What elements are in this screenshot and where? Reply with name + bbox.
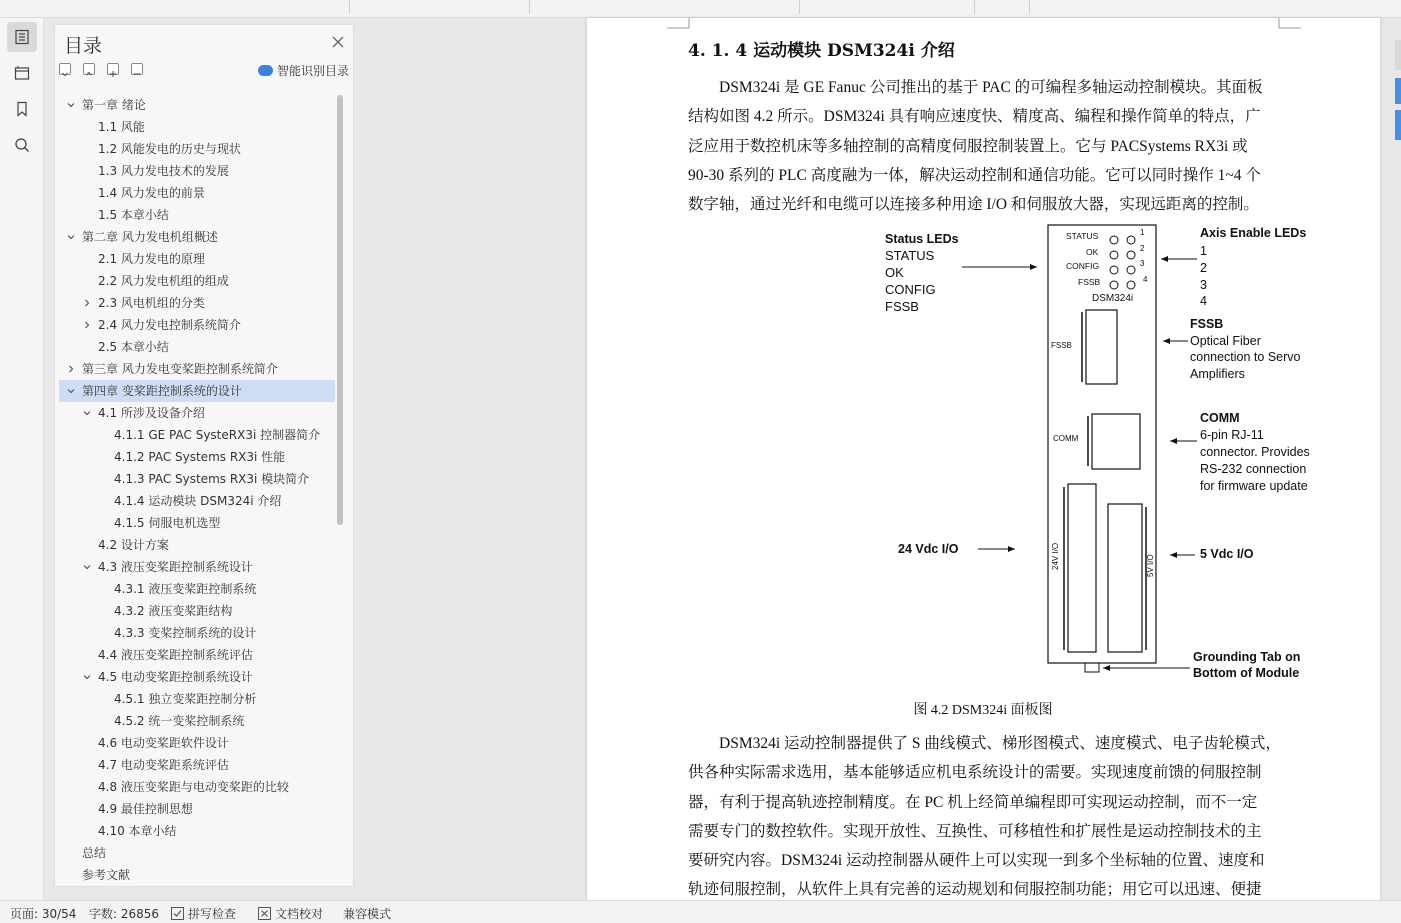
panel-led-label: STATUS — [1066, 231, 1099, 241]
toc-item[interactable] — [59, 666, 335, 688]
paragraph-line: 结构如图 4.2 所示。DSM324i 具有响应速度快、精度高、编程和操作简单的特点，广 — [688, 108, 1261, 126]
toc-item-label: 参考文献 — [82, 868, 131, 882]
toc-item[interactable] — [59, 226, 335, 248]
paragraph-line: 泛应用于数控机床等多轴控制的高精度伺服控制装置上。它与 PACSystems RX3i 或 — [688, 137, 1248, 155]
paragraph-intro — [688, 73, 1278, 219]
compat-mode — [343, 905, 391, 922]
toc-item[interactable] — [59, 732, 335, 754]
chevron-right-icon[interactable] — [67, 365, 75, 373]
axis-led — [1127, 236, 1135, 244]
toc-item[interactable] — [59, 292, 335, 314]
toc-item[interactable] — [59, 358, 335, 380]
panel-led-label: FSSB — [1078, 277, 1101, 287]
toc-item-label: 第二章 风力发电机组概述 — [82, 230, 218, 244]
status-led-name: CONFIG — [885, 282, 936, 297]
toc-scrollbar[interactable] — [337, 95, 343, 525]
spell-check-icon — [171, 907, 184, 920]
toc-item-label: 第三章 风力发电变桨距控制系统简介 — [82, 362, 278, 376]
toc-item[interactable] — [59, 534, 335, 556]
io24-panel-label: 24V I/O — [1051, 542, 1060, 570]
comm-desc-line: connector. Provides — [1200, 445, 1310, 459]
fssb-desc-line: Amplifiers — [1190, 367, 1245, 381]
axis-led — [1127, 266, 1135, 274]
paragraph-line: DSM324i 是 GE Fanuc 公司推出的基于 PAC 的可编程多轴运动控制模块。其面板 — [719, 79, 1263, 96]
toc-list — [59, 94, 335, 886]
toc-item[interactable] — [59, 446, 335, 468]
chevron-up-icon — [84, 69, 94, 79]
chevron-right-icon[interactable] — [83, 321, 91, 329]
paragraph-line: 要研究内容。DSM324i 运动控制器从硬件上可以实现一到多个坐标轴的位置、速度和 — [688, 852, 1265, 870]
toolbar-group — [975, 0, 1030, 14]
toc-panel-button[interactable] — [7, 22, 37, 52]
bookmark-icon — [14, 101, 30, 117]
chevron-right-icon[interactable] — [83, 299, 91, 307]
toc-item-label: 2.1 风力发电的原理 — [98, 252, 205, 266]
toc-item-label: 2.3 风电机组的分类 — [98, 296, 205, 310]
add-heading-button[interactable] — [107, 63, 119, 75]
toc-item-label: 1.2 风能发电的历史与现状 — [98, 142, 241, 156]
toc-item[interactable] — [59, 600, 335, 622]
toc-item[interactable] — [59, 776, 335, 798]
comm-desc-line: 6-pin RJ-11 — [1200, 428, 1264, 442]
toc-item-label: 4.8 液压变桨距与电动变桨距的比较 — [98, 780, 289, 794]
toc-item-label: 4.1.1 GE PAC SysteRX3i 控制器简介 — [114, 428, 321, 442]
axis-number-small: 3 — [1140, 259, 1145, 268]
dsm324i-panel-figure — [747, 222, 1310, 692]
toc-item-label: 2.4 风力发电控制系统简介 — [98, 318, 241, 332]
toc-item[interactable] — [59, 512, 335, 534]
toc-item-label: 4.6 电动变桨距软件设计 — [98, 736, 229, 750]
toc-item-label: 4.4 液压变桨距控制系统评估 — [98, 648, 253, 662]
paragraph-line: 轨迹伺服控制，从软件上具有完善的运动规划和伺服控制功能；用它可以迅速、便捷 — [688, 881, 1262, 899]
toc-item-label: 1.1 风能 — [98, 120, 145, 134]
chevron-down-icon[interactable] — [83, 563, 91, 571]
page-indicator-text: 页面: 30/54 — [10, 907, 77, 921]
status-led — [1110, 281, 1118, 289]
plus-icon — [108, 69, 118, 79]
ai-detect-toc-button[interactable] — [258, 62, 349, 79]
fssb-panel-label: FSSB — [1051, 341, 1072, 350]
right-tool-strip[interactable] — [1395, 40, 1401, 140]
toc-item-label: 1.4 风力发电的前景 — [98, 186, 205, 200]
toc-item[interactable] — [59, 270, 335, 292]
axis-led — [1127, 281, 1135, 289]
axis-led-number: 2 — [1200, 261, 1207, 275]
expand-all-button[interactable] — [83, 63, 95, 75]
chevron-down-icon[interactable] — [83, 673, 91, 681]
comm-desc-line: for firmware update — [1200, 479, 1308, 493]
ai-detect-toc-label: 智能识别目录 — [276, 64, 349, 78]
comm-panel-label: COMM — [1053, 434, 1079, 443]
side-rail — [0, 18, 44, 900]
toc-item[interactable] — [59, 556, 335, 578]
toc-item-label: 总结 — [82, 846, 107, 860]
toc-item-label: 4.3.1 液压变桨距控制系统 — [114, 582, 257, 596]
led-array — [1110, 236, 1135, 289]
toc-item[interactable] — [59, 688, 335, 710]
toc-item-label: 第四章 变桨距控制系统的设计 — [82, 384, 242, 398]
toc-item[interactable] — [59, 182, 335, 204]
document-page — [587, 18, 1380, 900]
toc-item-label: 4.1 所涉及设备介绍 — [98, 406, 205, 420]
toc-item-label: 4.5 电动变桨距控制系统设计 — [98, 670, 253, 684]
fssb-desc-line: connection to Servo — [1190, 350, 1301, 364]
toc-item-label: 4.1.3 PAC Systems RX3i 模块简介 — [114, 472, 310, 486]
corner-mark — [1277, 18, 1301, 28]
io24-connector — [1068, 484, 1096, 652]
toc-item-label: 4.1.4 运动模块 DSM324i 介绍 — [114, 494, 282, 508]
toc-item[interactable] — [59, 864, 335, 886]
axis-led — [1127, 251, 1135, 259]
axis-leds-title: Axis Enable LEDs — [1200, 226, 1307, 240]
toc-item[interactable] — [59, 402, 335, 424]
toc-item[interactable] — [59, 94, 335, 116]
toolbar-strip — [0, 0, 1401, 18]
toc-item-label: 4.9 最佳控制思想 — [98, 802, 193, 816]
axis-number-small: 4 — [1143, 275, 1148, 284]
toc-item[interactable] — [59, 820, 335, 842]
search-icon — [14, 137, 30, 153]
spell-check-label: 拼写检查 — [188, 907, 237, 921]
toc-title: 目录 — [64, 35, 103, 57]
figure-caption: 图 4.2 DSM324i 面板图 — [913, 703, 1053, 718]
toc-item[interactable] — [59, 754, 335, 776]
navigation-pane-button[interactable] — [7, 58, 37, 88]
toc-item-label: 4.7 电动变桨距系统评估 — [98, 758, 229, 772]
toc-item-label: 4.3.2 液压变桨距结构 — [114, 604, 233, 618]
fssb-title: FSSB — [1190, 317, 1224, 331]
spell-check-button[interactable] — [171, 905, 236, 922]
toc-item-label: 4.3 液压变桨距控制系统设计 — [98, 560, 253, 574]
fssb-connector — [1086, 310, 1117, 384]
comm-title: COMM — [1200, 411, 1240, 425]
minus-icon — [132, 69, 142, 79]
word-count[interactable] — [89, 905, 159, 922]
io24-label: 24 Vdc I/O — [898, 542, 959, 556]
proofread-icon — [258, 907, 271, 920]
ground-label-line: Bottom of Module — [1193, 666, 1300, 680]
toc-item[interactable] — [59, 380, 335, 402]
status-bar — [0, 900, 1401, 923]
chevron-down-icon[interactable] — [67, 233, 75, 241]
toc-item[interactable] — [59, 578, 335, 600]
toc-item[interactable] — [59, 424, 335, 446]
proofread-button[interactable] — [258, 905, 323, 922]
chevron-down-icon — [60, 69, 70, 79]
outline-icon — [14, 65, 30, 81]
toolbar-group — [60, 0, 350, 14]
search-button[interactable] — [7, 130, 37, 160]
module-name: DSM324i — [1092, 293, 1134, 304]
toc-item[interactable] — [59, 336, 335, 358]
toc-item-label: 第一章 绪论 — [82, 98, 146, 112]
chevron-down-icon[interactable] — [67, 101, 75, 109]
toc-item[interactable] — [59, 622, 335, 644]
section-heading: 4. 1. 4 运动模块 DSM324i 介绍 — [688, 41, 955, 61]
toc-item-label: 1.3 风力发电技术的发展 — [98, 164, 229, 178]
comm-connector — [1092, 414, 1140, 469]
toc-item-label: 2.2 风力发电机组的组成 — [98, 274, 229, 288]
axis-led-number: 4 — [1200, 294, 1207, 308]
io5-panel-label: 5V I/O — [1146, 554, 1155, 577]
toc-item-label: 4.5.1 独立变桨距控制分析 — [114, 692, 257, 706]
toc-item-label: 4.5.2 统一变桨控制系统 — [114, 714, 245, 728]
status-led — [1110, 251, 1118, 259]
paragraph-line: 器，有利于提高轨迹控制精度。在 PC 机上经简单编程即可实现运动控制，而不一定 — [688, 793, 1258, 811]
toc-item-label: 1.5 本章小结 — [98, 208, 169, 222]
paragraph-controller — [688, 729, 1281, 905]
toc-item[interactable] — [59, 204, 335, 226]
toc-item[interactable] — [59, 314, 335, 336]
panel-led-label: OK — [1086, 247, 1099, 257]
compat-mode-label: 兼容模式 — [343, 907, 392, 921]
toc-item-label: 2.5 本章小结 — [98, 340, 169, 354]
toc-item[interactable] — [59, 160, 335, 182]
paragraph-line: 数字轴，通过光纤和电缆可以连接多种用途 I/O 和伺服放大器，实现远距离的控制。 — [688, 196, 1259, 214]
toolbar-group — [530, 0, 800, 14]
chevron-down-icon[interactable] — [83, 409, 91, 417]
status-led — [1110, 236, 1118, 244]
page-indicator[interactable] — [10, 905, 76, 922]
axis-led-number: 3 — [1200, 278, 1207, 292]
axis-number-small: 1 — [1140, 228, 1145, 237]
bookmark-button[interactable] — [7, 94, 37, 124]
status-led — [1110, 266, 1118, 274]
paragraph-line: DSM324i 运动控制器提供了 S 曲线模式、梯形图模式、速度模式、电子齿轮模式， — [719, 735, 1281, 752]
document-area — [364, 18, 1401, 900]
toc-item[interactable] — [59, 798, 335, 820]
corner-mark — [667, 18, 691, 28]
grounding-tab — [1085, 663, 1099, 672]
status-leds-title: Status LEDs — [885, 232, 959, 246]
toc-item[interactable] — [59, 710, 335, 732]
toc-item[interactable] — [59, 644, 335, 666]
ground-label-line: Grounding Tab on — [1193, 650, 1301, 664]
toc-item[interactable] — [59, 138, 335, 160]
toc-icon — [14, 29, 30, 45]
toolbar-group — [350, 0, 530, 14]
paragraph-line: 供各种实际需求选用，基本能够适应机电系统设计的需要。实现速度前馈的伺服控制 — [688, 764, 1262, 782]
toc-item-label: 4.1.2 PAC Systems RX3i 性能 — [114, 450, 286, 464]
toc-item-label: 4.3.3 变桨控制系统的设计 — [114, 626, 257, 640]
toc-item-label: 4.10 本章小结 — [98, 824, 177, 838]
io5-connector — [1108, 504, 1142, 652]
close-icon[interactable] — [331, 35, 345, 49]
toc-item[interactable] — [59, 842, 335, 864]
fssb-desc-line: Optical Fiber — [1190, 334, 1261, 348]
status-led-name: OK — [885, 265, 904, 280]
toc-item-label: 4.1.5 伺服电机选型 — [114, 516, 221, 530]
word-count-text: 字数: 26856 — [89, 907, 160, 921]
toc-item[interactable] — [59, 468, 335, 490]
toc-item-label: 4.2 设计方案 — [98, 538, 169, 552]
status-led-name: FSSB — [885, 299, 919, 314]
collapse-all-button[interactable] — [59, 63, 71, 75]
toolbar-group — [800, 0, 975, 14]
io5-label: 5 Vdc I/O — [1200, 547, 1254, 561]
comm-desc-line: RS-232 connection — [1200, 462, 1307, 476]
toc-panel — [54, 24, 354, 887]
toc-item[interactable] — [59, 116, 335, 138]
axis-number-small: 2 — [1140, 244, 1145, 253]
status-led-name: STATUS — [885, 248, 935, 263]
paragraph-line: 需要专门的数控软件。实现开放性、互换性、可移植性和扩展性是运动控制技术的主 — [688, 822, 1262, 840]
ai-icon — [258, 65, 273, 76]
proofread-label: 文档校对 — [275, 907, 324, 921]
remove-heading-button[interactable] — [131, 63, 143, 75]
paragraph-line: 90-30 系列的 PLC 高度融为一体，解决运动控制和通信功能。它可以同时操作 1~4 个 — [688, 166, 1261, 184]
toc-item[interactable] — [59, 248, 335, 270]
panel-led-label: CONFIG — [1066, 261, 1100, 271]
axis-led-number: 1 — [1200, 244, 1207, 258]
toc-item[interactable] — [59, 490, 335, 512]
chevron-down-icon[interactable] — [67, 387, 75, 395]
